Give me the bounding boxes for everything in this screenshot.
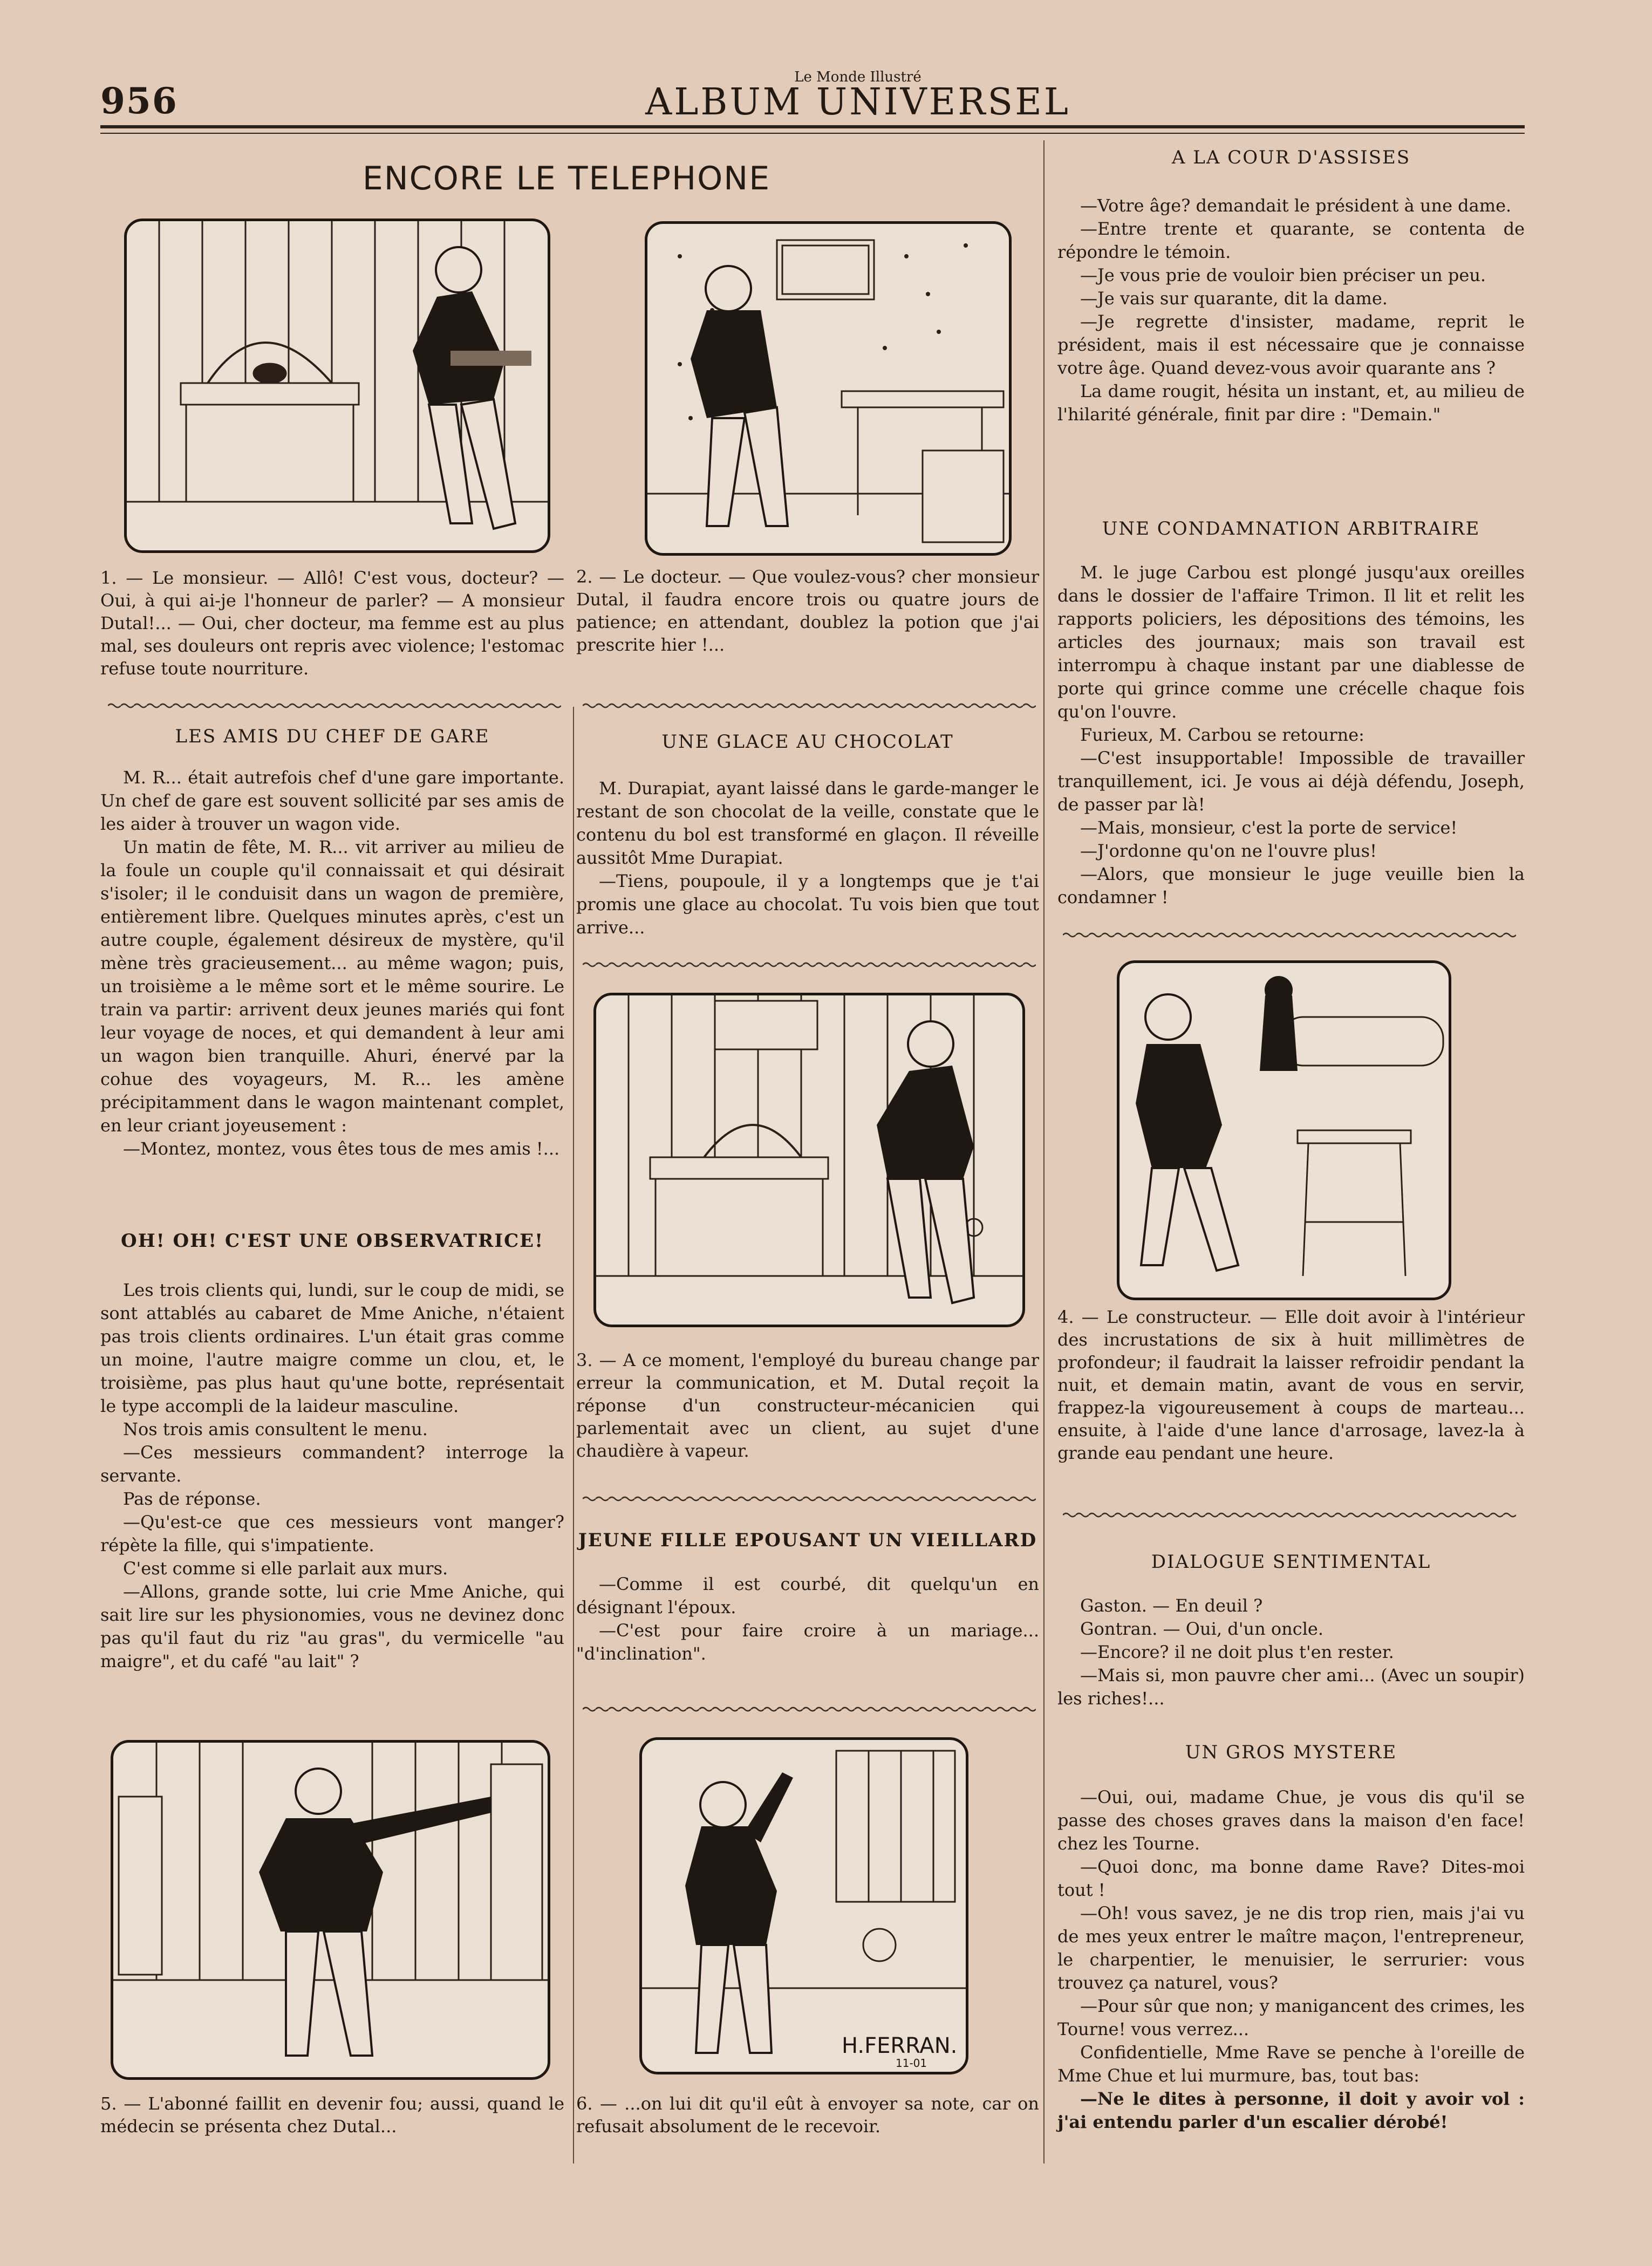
paragraph: Gontran. — Oui, d'un oncle. xyxy=(1080,1619,1324,1639)
section-title-jeune-fille: JEUNE FILLE EPOUSANT UN VIEILLARD xyxy=(578,1530,1037,1551)
article-observatrice xyxy=(100,1279,564,1673)
article-dialogue xyxy=(1057,1594,1525,1710)
comic-panel-5 xyxy=(111,1740,550,2080)
paragraph: —Montez, montez, vous êtes tous de mes amis !... xyxy=(123,1138,560,1159)
article-condamnation xyxy=(1057,561,1525,909)
section-title-mystere: UN GROS MYSTERE xyxy=(1185,1742,1397,1763)
page-number: 956 xyxy=(100,80,178,122)
article-mystere xyxy=(1057,1786,1525,2134)
paragraph: —Votre âge? demandait le président à une dame. xyxy=(1080,195,1512,216)
paragraph: Confidentielle, Mme Rave se penche à l'oreille de Mme Chue et lui murmure, bas, tout bas: xyxy=(1057,2042,1525,2086)
column-divider-left xyxy=(573,707,574,2163)
panel-1-illustration xyxy=(127,221,548,550)
comic-title: ENCORE LE TELEPHONE xyxy=(362,160,771,197)
panel-3-illustration xyxy=(596,995,1022,1325)
paragraph: —Encore? il ne doit plus t'en rester. xyxy=(1080,1642,1394,1662)
wavy-separator xyxy=(1063,1511,1516,1519)
comic-panel-2 xyxy=(645,221,1012,556)
paragraph: —Oh! vous savez, je ne dis trop rien, mais j'ai vu de mes yeux entrer le maître maçon, l'entrepreneur, le charpentier, le menuisier, le serrurier: vous trouvez ça naturel, vous? xyxy=(1057,1903,1525,1993)
comic-panel-3 xyxy=(593,993,1025,1327)
comic-panel-1 xyxy=(124,219,550,553)
panel-5-illustration xyxy=(113,1743,548,2077)
section-title-observatrice: OH! OH! C'EST UNE OBSERVATRICE! xyxy=(120,1230,544,1252)
section-title-amis: LES AMIS DU CHEF DE GARE xyxy=(175,726,490,747)
panel-4-illustration xyxy=(1119,963,1449,1298)
wavy-separator xyxy=(583,1705,1036,1714)
caption-panel-3: 3. — A ce moment, l'employé du bureau change par erreur la communication, et M. Dutal reçoit la réponse d'un constructeur-mécanicien qui parlementait avec un client, au sujet d'une chaudière à vapeur. xyxy=(576,1350,1039,1461)
masthead-title: ALBUM UNIVERSEL xyxy=(645,81,1070,124)
column-divider-right xyxy=(1043,140,1045,2163)
paragraph: La dame rougit, hésita un instant, et, au milieu de l'hilarité générale, finit par dire : "Demain." xyxy=(1057,381,1525,425)
paragraph: —Je vous prie de vouloir bien préciser un peu. xyxy=(1080,265,1486,285)
paragraph: M. Durapiat, ayant laissé dans le garde-manger le restant de son chocolat de la veille, constate que le contenu du bol est transformé en glaçon. Il réveille aussitôt Mme Durapiat. xyxy=(576,778,1039,868)
wavy-separator xyxy=(583,701,1036,710)
caption-panel-1: 1. — Le monsieur. — Allô! C'est vous, docteur? — Oui, à qui ai-je l'honneur de parler? — A monsieur Dutal!... — Oui, cher docteur, ma femme est au plus mal, ses douleurs ont repris avec violence; l'estomac refuse toute nourriture. xyxy=(100,568,564,679)
paragraph: —Quoi donc, ma bonne dame Rave? Dites-moi tout ! xyxy=(1057,1857,1525,1900)
paragraph: —Je vais sur quarante, dit la dame. xyxy=(1080,288,1388,309)
paragraph: —J'ordonne qu'on ne l'ouvre plus! xyxy=(1080,841,1377,861)
section-title-glace: UNE GLACE AU CHOCOLAT xyxy=(661,731,954,753)
paragraph: —Entre trente et quarante, se contenta de répondre le témoin. xyxy=(1057,219,1525,262)
paragraph: —Tiens, poupoule, il y a longtemps que je t'ai promis une glace au chocolat. Tu vois bien que tout arrive... xyxy=(576,871,1039,938)
caption-panel-5: 5. — L'abonné faillit en devenir fou; aussi, quand le médecin se présenta chez Dutal... xyxy=(100,2093,564,2137)
panel-2-illustration xyxy=(647,224,1009,553)
paragraph: Pas de réponse. xyxy=(123,1489,261,1509)
paragraph: —Comme il est courbé, dit quelqu'un en désignant l'époux. xyxy=(576,1574,1039,1617)
caption-panel-6: 6. — ...on lui dit qu'il eût à envoyer sa note, car on refusait absolument de le recevoir. xyxy=(576,2093,1039,2137)
wavy-separator xyxy=(583,960,1036,969)
article-jeune-fille xyxy=(576,1573,1039,1666)
paragraph: Gaston. — En deuil ? xyxy=(1080,1595,1263,1616)
paragraph: M. le juge Carbou est plongé jusqu'aux oreilles dans le dossier de l'affaire Trimon. Il lit et relit les rapports policiers, les dépositions des témoins, les articles des journaux; mais son travail est interrompu à chaque instant par une diablesse de porte qui grince comme une crécelle chaque fois qu'on l'ouvre. xyxy=(1057,562,1525,722)
paragraph: —Qu'est-ce que ces messieurs vont manger? répète la fille, qui s'impatiente. xyxy=(100,1512,564,1555)
caption-panel-4: 4. — Le constructeur. — Elle doit avoir à l'intérieur des incrustations de six à huit millimètres de profondeur; il faudrait la laisser refroidir pendant la nuit, et demain matin, avant de vous en servir, frappez-la vigoureusement à coups de marteau... ensuite, à l'aide d'une lance d'arrosage, lavez-la à grande eau pendant une heure. xyxy=(1057,1307,1525,1463)
comic-panel-6 xyxy=(639,1737,968,2074)
paragraph: —Ces messieurs commandent? interroge la servante. xyxy=(100,1442,564,1486)
article-glace xyxy=(576,777,1039,939)
section-title-assises: A LA COUR D'ASSISES xyxy=(1171,147,1411,168)
wavy-separator xyxy=(583,1494,1036,1503)
wavy-separator xyxy=(1063,931,1516,939)
comic-panel-4 xyxy=(1117,960,1451,1300)
paragraph: M. R... était autrefois chef d'une gare importante. Un chef de gare est souvent sollicité par ses amis de les aider à trouver un wagon vide. xyxy=(100,767,564,834)
paragraph: —C'est pour faire croire à un mariage... "d'inclination". xyxy=(576,1620,1039,1664)
signature-date: 11-01 xyxy=(896,2057,927,2070)
paragraph: Les trois clients qui, lundi, sur le coup de midi, se sont attablés au cabaret de Mme Aniche, n'étaient pas trois clients ordinaires. L'un était gras comme un moine, l'autre maigre comme un clou, et, le troisième, pas plus haut qu'une botte, représentait le type accompli de la laideur masculine. xyxy=(100,1280,564,1416)
header-rule xyxy=(100,125,1525,128)
caption-panel-2: 2. — Le docteur. — Que voulez-vous? cher monsieur Dutal, il faudra encore trois ou quatre jours de patience; en attendant, doublez la potion que j'ai prescrite hier !... xyxy=(576,566,1039,655)
wavy-separator xyxy=(108,701,561,710)
paragraph: —C'est insupportable! Impossible de travailler tranquillement, ici. Je vous ai déjà défendu, Joseph, de passer par là! xyxy=(1057,748,1525,815)
paragraph: —Allons, grande sotte, lui crie Mme Aniche, qui sait lire sur les physionomies, vous ne devinez donc pas qu'il faut du riz "au gras", du vermicelle "au maigre", et du café "au lait" ? xyxy=(100,1581,564,1671)
masthead-subtitle: Le Monde Illustré xyxy=(794,69,921,85)
article-assises xyxy=(1057,194,1525,426)
artist-signature: H.FERRAN. xyxy=(842,2033,958,2058)
paragraph: —Oui, oui, madame Chue, je vous dis qu'il se passe des choses graves dans la maison d'en face! chez les Tourne. xyxy=(1057,1787,1525,1854)
paragraph: —Alors, que monsieur le juge veuille bien la condamner ! xyxy=(1057,864,1525,907)
paragraph: —Je regrette d'insister, madame, reprit le président, mais il est nécessaire que je connaisse votre âge. Quand devez-vous avoir quarante ans ? xyxy=(1057,311,1525,378)
paragraph: —Pour sûr que non; y manigancent des crimes, les Tourne! vous verrez... xyxy=(1057,1996,1525,2039)
paragraph: Nos trois amis consultent le menu. xyxy=(123,1419,428,1439)
section-title-condamnation: UNE CONDAMNATION ARBITRAIRE xyxy=(1102,518,1480,540)
header-rule-thin xyxy=(100,133,1525,134)
paragraph: —Mais si, mon pauvre cher ami... (Avec un soupir) les riches!... xyxy=(1057,1665,1525,1709)
article-amis xyxy=(100,766,564,1161)
paragraph: Furieux, M. Carbou se retourne: xyxy=(1080,725,1364,745)
section-title-dialogue: DIALOGUE SENTIMENTAL xyxy=(1151,1551,1431,1573)
paragraph: —Mais, monsieur, c'est la porte de service! xyxy=(1080,817,1458,838)
paragraph: —Ne le dites à personne, il doit y avoir vol : j'ai entendu parler d'un escalier dérobé! xyxy=(1057,2088,1525,2132)
panel-6-illustration xyxy=(642,1740,966,2072)
paragraph: Un matin de fête, M. R... vit arriver au milieu de la foule un couple qu'il connaissait et qui désirait s'isoler; il le conduisit dans un wagon de première, entièrement libre. Quelques minutes après, c'est un autre couple, également désireux de mystère, qu'il mène très gracieusement... au même wagon; puis, un troisième a le même sort et le même sourire. Le train va partir: arrivent deux jeunes mariés qui font leur voyage de noces, et qui demandent à leur ami un wagon bien tranquille. Ahuri, énervé par la cohue des voyageurs, M. R... les amène précipitamment dans le wagon maintenant complet, en leur criant joyeusement : xyxy=(100,837,564,1136)
paragraph: C'est comme si elle parlait aux murs. xyxy=(123,1558,448,1579)
